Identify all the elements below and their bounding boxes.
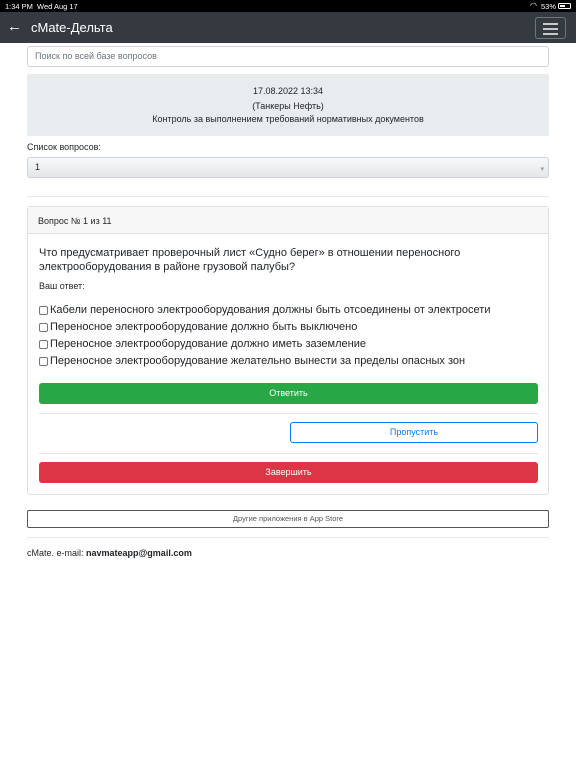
back-arrow-icon[interactable]: ← xyxy=(7,18,22,35)
search-input[interactable]: Поиск по всей базе вопросов xyxy=(27,46,549,67)
answer-option-label: Переносное электрооборудование желательно вынести за пределы опасных зон xyxy=(50,355,466,367)
answer-label: Ваш ответ: xyxy=(39,281,85,291)
status-bar xyxy=(0,0,576,12)
quiz-datetime: 17.08.2022 13:34 xyxy=(252,86,324,96)
question-select[interactable] xyxy=(27,157,549,178)
wifi-icon: ◠ xyxy=(530,1,537,10)
chevron-down-icon: ▾ xyxy=(540,166,544,173)
divider xyxy=(27,196,549,197)
status-time: 1:34 PM xyxy=(5,2,33,11)
hamburger-menu-button[interactable] xyxy=(535,17,566,39)
checkbox[interactable] xyxy=(39,340,48,349)
quiz-info-panel xyxy=(27,74,549,136)
question-select-value: 1 xyxy=(35,162,41,172)
checkbox[interactable] xyxy=(39,357,48,366)
answer-button[interactable]: Ответить xyxy=(39,383,538,404)
footer-email[interactable]: navmateapp@gmail.com xyxy=(86,548,192,558)
answer-option[interactable] xyxy=(39,355,465,367)
battery-icon xyxy=(558,3,571,9)
quiz-category: (Танкеры Нефть) xyxy=(252,101,324,111)
checkbox[interactable] xyxy=(39,323,48,332)
skip-button[interactable]: Пропустить xyxy=(290,422,538,443)
answer-option-label: Переносное электрооборудование должно быть выключено xyxy=(50,321,358,333)
status-date: Wed Aug 17 xyxy=(37,2,78,11)
answer-option-label: Кабели переносного электрооборудования должны быть отсоединены от электросети xyxy=(50,304,491,316)
question-card xyxy=(27,206,549,495)
question-list-label: Список вопросов: xyxy=(27,142,101,152)
question-text: Что предусматривает проверочный лист «Судно берег» в отношении переносного электрооборудования в районе грузовой палубы? xyxy=(39,247,461,273)
battery-percent: 53% xyxy=(541,2,557,11)
answer-option[interactable] xyxy=(39,321,357,333)
question-counter: Вопрос № 1 из 11 xyxy=(28,207,548,234)
app-store-button[interactable]: Другие приложения в App Store xyxy=(27,510,549,528)
navbar xyxy=(0,12,576,43)
app-title: cMate-Дельта xyxy=(31,20,113,35)
divider xyxy=(27,537,549,538)
divider xyxy=(39,413,538,414)
divider xyxy=(39,453,538,454)
footer xyxy=(27,548,192,558)
finish-button[interactable]: Завершить xyxy=(39,462,538,483)
quiz-topic: Контроль за выполнением требований нормативных документов xyxy=(152,114,424,124)
answer-option[interactable] xyxy=(39,338,366,350)
answer-option-label: Переносное электрооборудование должно иметь заземление xyxy=(50,338,366,350)
answer-option[interactable] xyxy=(39,304,490,316)
checkbox[interactable] xyxy=(39,306,48,315)
footer-prefix: cMate. e-mail: xyxy=(27,548,87,558)
